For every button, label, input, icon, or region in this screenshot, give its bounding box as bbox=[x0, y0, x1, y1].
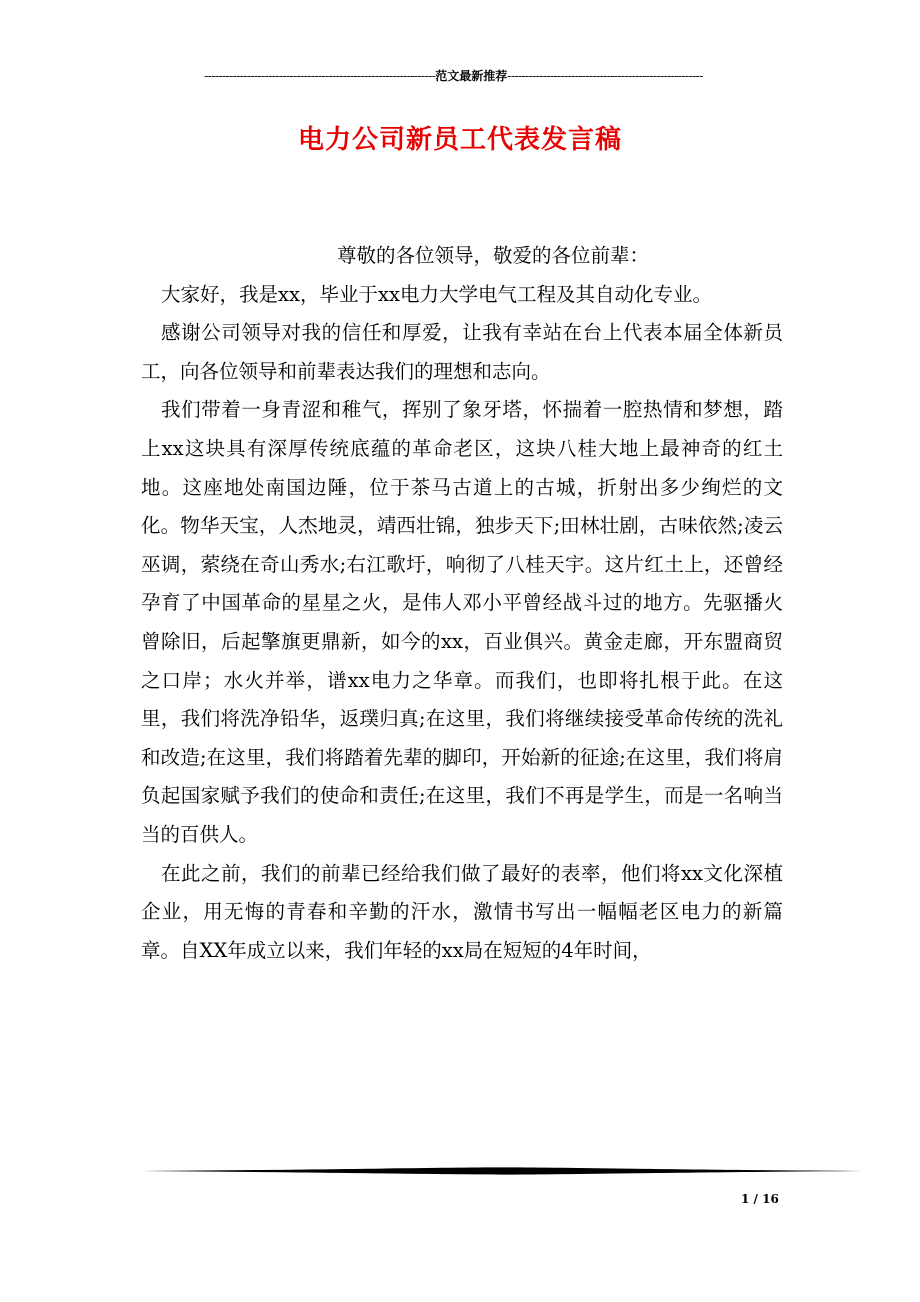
header-dashes-right: ------------------------------------------------------- bbox=[507, 69, 703, 83]
paragraph: 感谢公司领导对我的信任和厚爱，让我有幸站在台上代表本届全体新员工，向各位领导和前辈表达我们的理想和志向。 bbox=[141, 321, 783, 383]
paragraph: 我们带着一身青涩和稚气，挥别了象牙塔，怀揣着一腔热情和梦想，踏上xx这块具有深厚传统底蕴的革命老区，这块八桂大地上最神奇的红土地。这座地处南国边陲，位于茶马古道上的古城，折射出多少绚烂的文化。物华天宝，人杰地灵，靖西壮锦，独步天下;田林壮剧，古味依然;凌云巫调，萦绕在奇山秀水;右江歌圩，响彻了八桂天宇。这片红土上，还曾经孕育了中国革命的星星之火，是伟人邓小平曾经战斗过的地方。先驱播火曾除旧，后起擎旗更鼎新，如今的xx，百业俱兴。黄金走廊，开东盟商贸之口岸；水火并举，谱xx电力之华章。而我们，也即将扎根于此。在这里，我们将洗净铅华，返璞归真;在这里，我们将继续接受革命传统的洗礼和改造;在这里，我们将踏着先辈的脚印，开始新的征途;在这里，我们将肩负起国家赋予我们的使命和责任;在这里，我们不再是学生，而是一名响当当的百供人。 bbox=[141, 398, 783, 846]
document-body bbox=[141, 237, 783, 970]
header-label: 范文最新推荐 bbox=[435, 69, 508, 83]
page-header bbox=[140, 66, 767, 86]
document-title: 电力公司新员工代表发言稿 bbox=[297, 125, 622, 155]
paragraph: 大家好，我是xx，毕业于xx电力大学电气工程及其自动化专业。 bbox=[161, 282, 712, 306]
paragraph: 在此之前，我们的前辈已经给我们做了最好的表率，他们将xx文化深植企业，用无悔的青春和辛勤的汗水，激情书写出一幅幅老区电力的新篇章。自XX年成立以来，我们年轻的xx局在短短的4年时间， bbox=[141, 861, 783, 962]
greeting-line: 尊敬的各位领导，敬爱的各位前辈： bbox=[337, 244, 650, 267]
footer-divider bbox=[141, 1166, 863, 1176]
header-dashes-left: ----------------------------------------------------------------- bbox=[204, 69, 436, 83]
page-number: 1 / 16 bbox=[741, 1192, 779, 1206]
